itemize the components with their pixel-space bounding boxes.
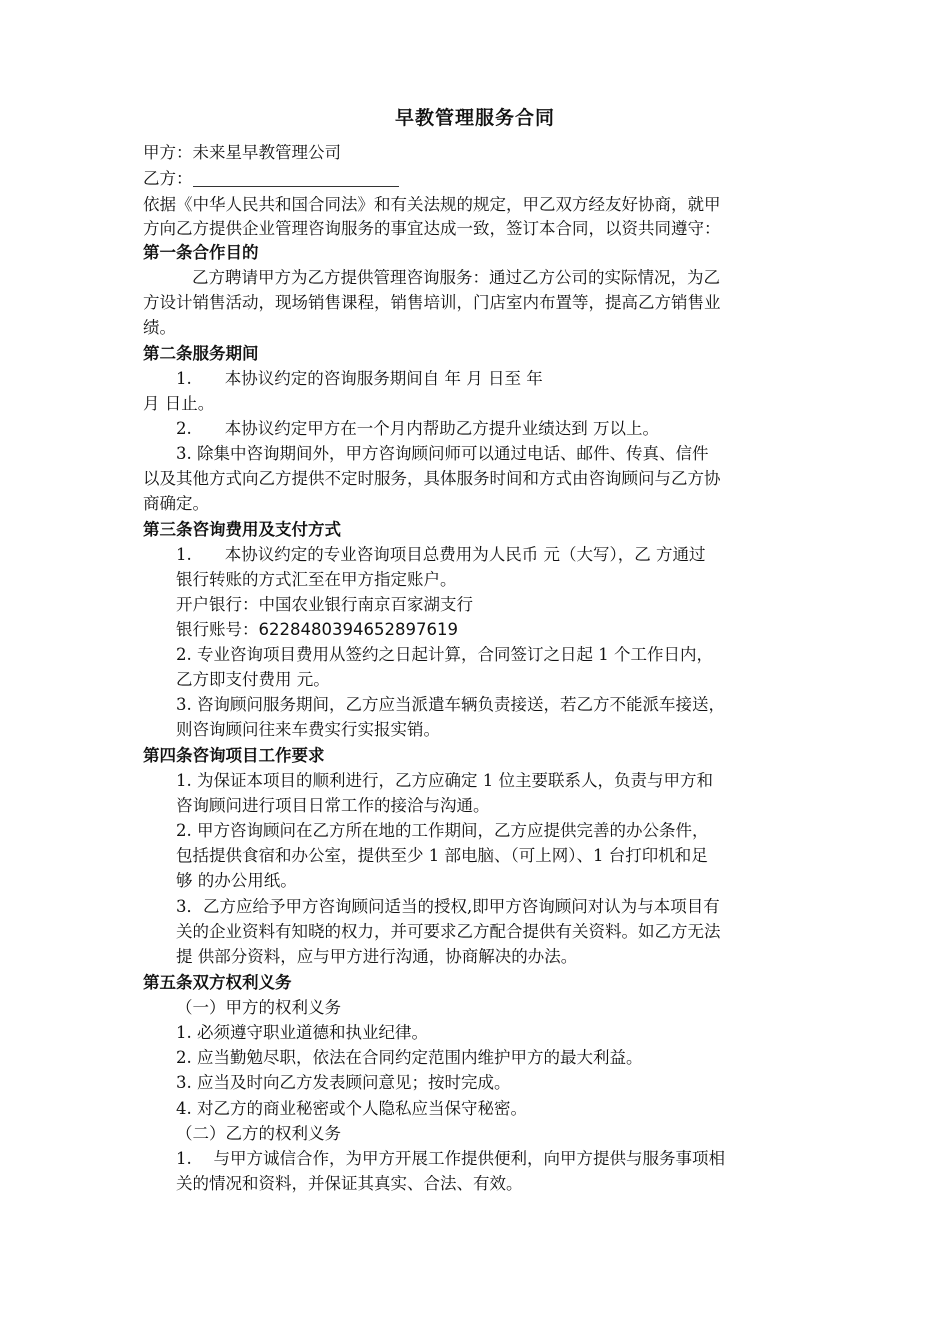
article-3-item-1-line-1: 1. 本协议约定的专业咨询项目总费用为人民币 元（大写），乙 方通过 — [176, 545, 706, 564]
article-1-heading: 第一条合作目的 — [143, 243, 259, 262]
bank-account-label: 银行账号： — [176, 620, 259, 639]
party-b — [143, 168, 399, 190]
party-a-duty-3: 3. 应当及时向乙方发表顾问意见；按时完成。 — [176, 1073, 511, 1092]
article-4-item-3-line-1: 3．乙方应给予甲方咨询顾问适当的授权,即甲方咨询顾问对认为与本项目有 — [176, 897, 720, 916]
bank-account — [176, 619, 458, 641]
article-1-line-2: 方设计销售活动，现场销售课程，销售培训，门店室内布置等，提高乙方销售业 — [143, 293, 721, 312]
article-1-line-1: 乙方聘请甲方为乙方提供管理咨询服务：通过乙方公司的实际情况，为乙 — [192, 268, 720, 287]
article-3-item-1-line-2: 银行转账的方式汇至在甲方指定账户。 — [176, 570, 457, 589]
party-a-duty-4: 4. 对乙方的商业秘密或个人隐私应当保守秘密。 — [176, 1099, 527, 1118]
party-a-duty-1: 1. 必须遵守职业道德和执业纪律。 — [176, 1023, 428, 1042]
party-b-blank — [193, 170, 399, 187]
article-2-item-2: 2. 本协议约定甲方在一个月内帮助乙方提升业绩达到 万以上。 — [176, 419, 659, 438]
party-a-duties-heading: （一）甲方的权利义务 — [176, 998, 341, 1017]
article-3-item-2-line-1: 2. 专业咨询项目费用从签约之日起计算，合同签订之日起 1 个工作日内， — [176, 645, 713, 664]
bank-account-number: 6228480394652897619 — [258, 620, 458, 639]
contract-title: 早教管理服务合同 — [394, 107, 555, 129]
article-4-item-3-line-2: 关的企业资料有知晓的权力，并可要求乙方配合提供有关资料。如乙方无法 — [176, 922, 721, 941]
article-1-line-3: 绩。 — [143, 318, 176, 337]
article-2-heading: 第二条服务期间 — [143, 344, 259, 363]
article-4-item-2-line-1: 2. 甲方咨询顾问在乙方所在地的工作期间，乙方应提供完善的办公条件， — [176, 821, 709, 840]
article-4-heading: 第四条咨询项目工作要求 — [143, 746, 325, 765]
article-3-item-3-line-2: 则咨询顾问往来车费实行实报实销。 — [176, 720, 440, 739]
party-a-duty-2: 2. 应当勤勉尽职，依法在合同约定范围内维护甲方的最大利益。 — [176, 1048, 643, 1067]
party-b-duty-1-line-2: 关的情况和资料，并保证其真实、合法、有效。 — [176, 1174, 523, 1193]
article-3-item-3-line-1: 3. 咨询顾问服务期间，乙方应当派遣车辆负责接送，若乙方不能派车接送， — [176, 695, 725, 714]
article-2-item-1-cont: 月 日止。 — [143, 394, 215, 413]
article-4-item-1-line-2: 咨询顾问进行项目日常工作的接洽与沟通。 — [176, 796, 490, 815]
article-4-item-2-line-2: 包括提供食宿和办公室，提供至少 1 部电脑、（可上网）、1 台打印机和足 — [176, 846, 708, 865]
article-3-item-2-line-2: 乙方即支付费用 元。 — [176, 670, 330, 689]
article-3-heading: 第三条咨询费用及支付方式 — [143, 520, 341, 539]
party-a: 甲方：未来星早教管理公司 — [143, 143, 341, 162]
article-2-item-3-line-3: 商确定。 — [143, 494, 209, 513]
article-5-heading: 第五条双方权利义务 — [143, 973, 292, 992]
intro-line-2: 方向乙方提供企业管理咨询服务的事宜达成一致，签订本合同，以资共同遵守： — [143, 219, 721, 238]
party-b-duty-1-line-1: 1. 与甲方诚信合作，为甲方开展工作提供便利，向甲方提供与服务事项相 — [176, 1149, 725, 1168]
article-2-item-1: 1. 本协议约定的咨询服务期间自 年 月 日至 年 — [176, 369, 543, 388]
article-2-item-3-line-1: 3. 除集中咨询期间外，甲方咨询顾问师可以通过电话、邮件、传真、信件 — [176, 444, 709, 463]
party-b-label: 乙方： — [143, 169, 193, 188]
article-4-item-1-line-1: 1. 为保证本项目的顺利进行，乙方应确定 1 位主要联系人，负责与甲方和 — [176, 771, 713, 790]
article-4-item-2-line-3: 够 的办公用纸。 — [176, 871, 297, 890]
party-b-duties-heading: （二）乙方的权利义务 — [176, 1124, 341, 1143]
bank-name: 开户银行：中国农业银行南京百家湖支行 — [176, 595, 473, 614]
intro-line-1: 依据《中华人民共和国合同法》和有关法规的规定，甲乙双方经友好协商，就甲 — [143, 195, 721, 214]
article-4-item-3-line-3: 提 供部分资料，应与甲方进行沟通，协商解决的办法。 — [176, 947, 578, 966]
article-2-item-3-line-2: 以及其他方式向乙方提供不定时服务，具体服务时间和方式由咨询顾问与乙方协 — [143, 469, 721, 488]
